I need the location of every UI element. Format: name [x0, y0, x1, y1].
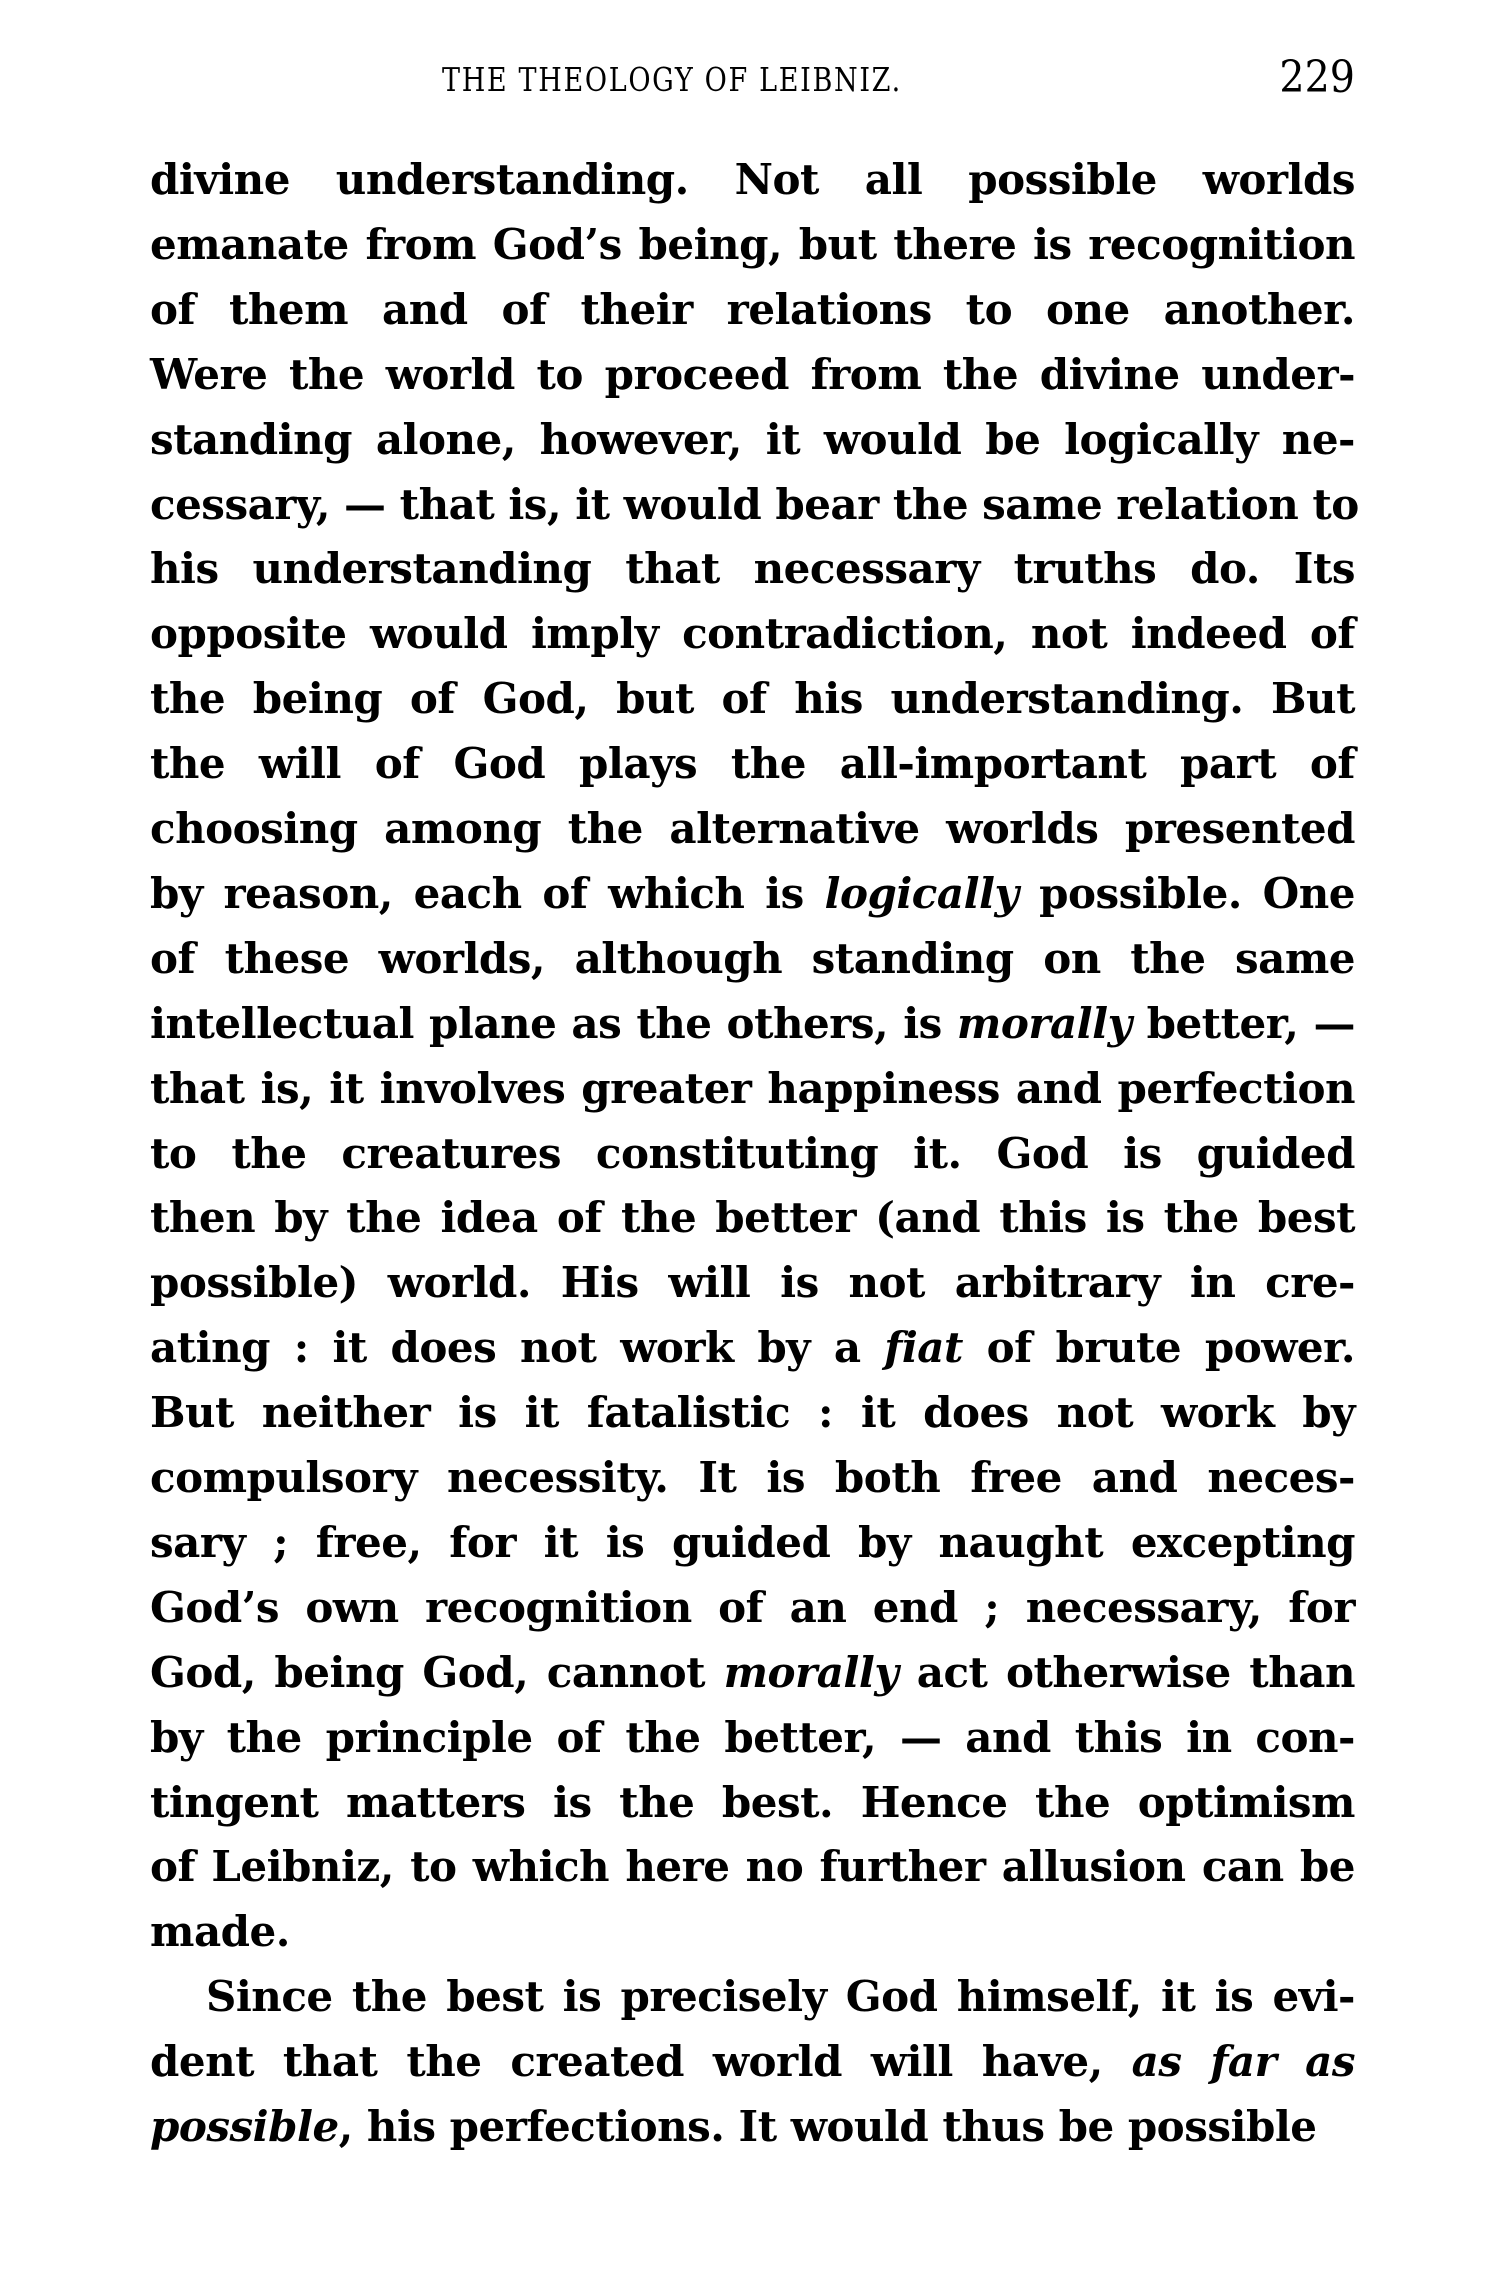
text-line [150, 1318, 1355, 1378]
text-line [150, 410, 1355, 470]
text-run: that is, it involves greater happiness and perfection [150, 1063, 1355, 1113]
text-run: of them and of their relations to one another. [150, 284, 1355, 334]
text-run: sary ; free, for it is guided by naught excepting [150, 1517, 1355, 1567]
text-line [150, 1383, 1355, 1443]
text-run: his understanding that necessary truths do. Its [150, 544, 1355, 594]
italic-emphasis: possible [150, 2102, 339, 2151]
text-run: cessary, — that is, it would bear the same relation to [150, 479, 1359, 529]
text-run: opposite would imply contradiction, not indeed of [150, 609, 1355, 659]
text-run: by reason, each of which is [150, 868, 825, 918]
text-run: God, being God, cannot [150, 1647, 724, 1697]
page-number: 229 [1279, 52, 1355, 103]
text-run: of brute power. [962, 1323, 1355, 1373]
text-line [150, 1124, 1355, 1184]
text-run: then by the idea of the better (and this is the best [150, 1193, 1355, 1243]
text-run: But neither is it fatalistic : it does not work by [150, 1388, 1355, 1438]
text-line [150, 1253, 1355, 1313]
text-line [150, 475, 1359, 535]
text-line [150, 1578, 1355, 1638]
text-run: choosing among the alternative worlds presented [150, 804, 1355, 853]
text-line [150, 799, 1355, 859]
text-line [150, 280, 1355, 340]
text-run: Since the best is precisely God himself, it is evi- [206, 1972, 1355, 2022]
text-line [150, 604, 1355, 664]
text-run: dent that the created world will have, [150, 2037, 1132, 2087]
text-line [150, 864, 1355, 924]
text-line [150, 539, 1355, 599]
text-line [150, 734, 1355, 794]
text-run: of these worlds, although standing on the same [150, 933, 1355, 983]
italic-emphasis: as far as [1131, 2037, 1356, 2087]
text-line [150, 1773, 1355, 1833]
text-line [150, 345, 1355, 405]
text-line [150, 1967, 1355, 2027]
text-line [150, 1708, 1355, 1768]
text-line [150, 215, 1355, 275]
text-run: by the principle of the better, — and this in con- [150, 1712, 1355, 1762]
italic-emphasis: logically [824, 868, 1019, 918]
text-line [150, 2097, 1355, 2157]
text-line [150, 1902, 1355, 1962]
text-run: God’s own recognition of an end ; necessary, for [150, 1582, 1355, 1632]
text-line [150, 1188, 1355, 1248]
text-run: the will of God plays the all-important part of [150, 739, 1355, 789]
text-line [150, 1059, 1355, 1119]
running-title: THE THEOLOGY OF LEIBNIZ. [442, 60, 902, 99]
italic-emphasis: fiat [884, 1323, 963, 1373]
text-line [150, 669, 1355, 729]
italic-emphasis: morally [956, 998, 1132, 1048]
text-run: possible) world. His will is not arbitrary in cre- [150, 1258, 1355, 1308]
text-run: intellectual plane as the others, is [150, 998, 957, 1048]
text-line [150, 1643, 1355, 1703]
text-line [150, 1837, 1355, 1897]
text-run: compulsory necessity. It is both free and neces- [150, 1453, 1355, 1502]
text-line [150, 1448, 1355, 1508]
text-line [150, 1513, 1355, 1573]
text-line [150, 2032, 1355, 2092]
text-run: made. [150, 1907, 290, 1957]
text-run: standing alone, however, it would be logically ne- [150, 414, 1355, 464]
text-line [150, 994, 1355, 1054]
text-run: the being of God, but of his understanding. But [150, 674, 1355, 724]
text-run: , his perfections. It would thus be possible [338, 2102, 1317, 2151]
text-run: emanate from God’s being, but there is recognition [150, 219, 1355, 269]
text-run: better, — [1131, 998, 1355, 1048]
text-line [150, 929, 1355, 989]
text-run: divine understanding. Not all possible worlds [150, 155, 1355, 204]
text-run: ating : it does not work by a [150, 1323, 885, 1373]
text-run: to the creatures constituting it. God is guided [150, 1128, 1355, 1178]
text-run: act otherwise than [898, 1647, 1355, 1697]
text-run: tingent matters is the best. Hence the optimism [150, 1777, 1355, 1827]
text-run: possible. One [1018, 868, 1355, 918]
running-head [150, 52, 1355, 112]
text-run: Were the world to proceed from the divine under- [150, 349, 1355, 399]
text-run: of Leibniz, to which here no further allusion can be [150, 1842, 1355, 1892]
text-line [150, 150, 1355, 210]
italic-emphasis: morally [723, 1647, 899, 1697]
